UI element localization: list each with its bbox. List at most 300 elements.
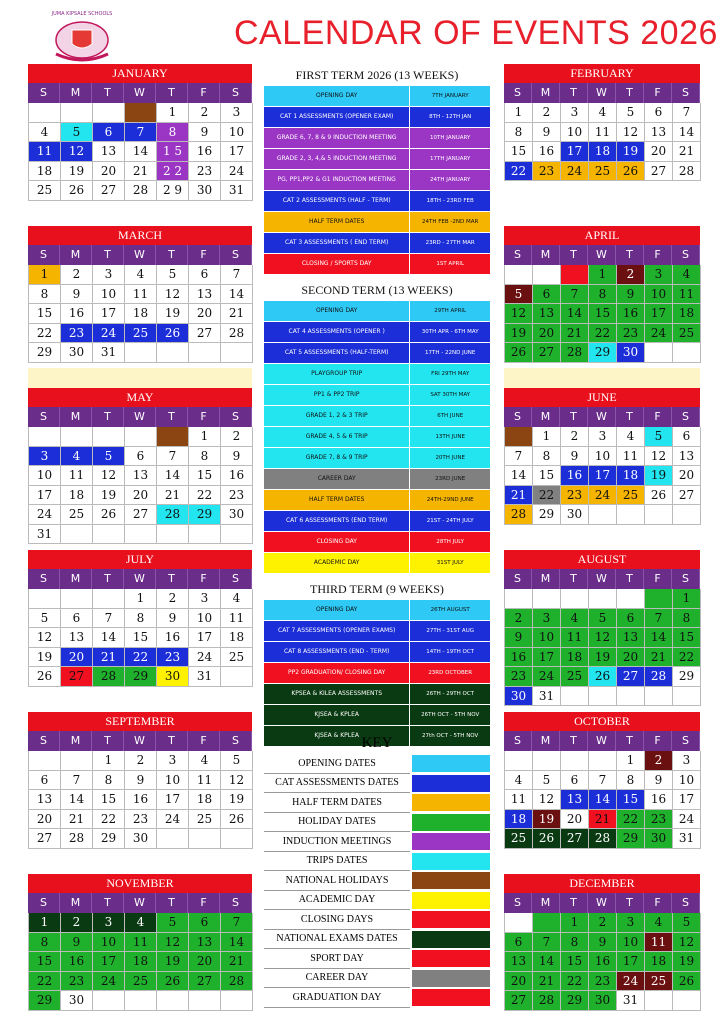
weekday-header	[504, 569, 700, 589]
day-cell: 30	[157, 667, 189, 687]
day-cell	[505, 427, 533, 447]
day-cell: 13	[673, 447, 701, 467]
day-cell: 5	[505, 285, 533, 305]
legend-item	[264, 832, 490, 852]
day-cell	[29, 103, 61, 123]
weekday-label: T	[156, 407, 188, 427]
weekday-label: T	[616, 83, 644, 103]
day-cell: 22	[561, 972, 589, 992]
day-cell: 11	[221, 609, 253, 629]
legend-swatch	[412, 950, 490, 967]
day-cell: 14	[125, 142, 157, 162]
event-row	[264, 532, 490, 553]
weekday-label: M	[532, 83, 560, 103]
day-cell: 12	[505, 304, 533, 324]
day-cell: 7	[125, 123, 157, 143]
day-cell: 4	[589, 103, 617, 123]
weekday-label: W	[124, 893, 156, 913]
day-cell: 20	[533, 324, 561, 344]
weekday-label: T	[560, 893, 588, 913]
legend-title: KEY	[361, 735, 393, 751]
day-cell: 28	[125, 181, 157, 201]
event-row	[264, 322, 490, 343]
event-row	[264, 705, 490, 726]
day-cell: 8	[29, 285, 61, 305]
day-cell	[189, 991, 221, 1011]
day-grid	[504, 265, 700, 363]
day-grid	[28, 427, 252, 544]
weekday-label: S	[220, 83, 252, 103]
weekday-label: T	[156, 731, 188, 751]
term-title: SECOND TERM (13 WEEKS)	[301, 283, 453, 297]
day-cell: 25	[125, 324, 157, 344]
month-april	[504, 226, 700, 363]
weekday-label: M	[60, 83, 92, 103]
month-title: APRIL	[504, 226, 700, 245]
day-cell: 16	[533, 142, 561, 162]
day-cell: 21	[221, 304, 253, 324]
day-cell: 3	[617, 913, 645, 933]
day-cell: 20	[505, 972, 533, 992]
event-date: 21ST - 24TH JULY	[409, 511, 490, 531]
weekday-label: T	[92, 569, 124, 589]
day-cell	[533, 751, 561, 771]
day-cell: 23	[221, 486, 253, 506]
day-cell	[561, 751, 589, 771]
legend-label: HOLIDAY DATES	[264, 812, 410, 832]
spacer-band	[28, 368, 252, 388]
event-row	[264, 448, 490, 469]
day-cell: 19	[93, 486, 125, 506]
day-cell: 11	[189, 771, 221, 791]
day-cell: 1	[505, 103, 533, 123]
legend-item	[264, 871, 490, 891]
weekday-label: S	[28, 731, 60, 751]
weekday-label: T	[616, 245, 644, 265]
weekday-label: S	[672, 83, 700, 103]
day-cell: 26	[157, 972, 189, 992]
day-cell: 26	[505, 343, 533, 363]
day-cell: 17	[221, 142, 253, 162]
day-cell: 23	[61, 972, 93, 992]
day-cell: 26	[61, 181, 93, 201]
event-date: 30TH APR - 6TH MAY	[409, 322, 490, 342]
event-name: CLOSING DAY	[316, 538, 357, 545]
day-cell: 5	[617, 103, 645, 123]
day-cell: 3	[673, 751, 701, 771]
month-title: FEBRUARY	[504, 64, 700, 83]
day-cell: 12	[157, 285, 189, 305]
day-cell: 8	[29, 933, 61, 953]
weekday-label: F	[644, 245, 672, 265]
weekday-label: S	[672, 731, 700, 751]
day-cell: 20	[93, 162, 125, 182]
weekday-label: S	[220, 245, 252, 265]
day-cell: 19	[589, 648, 617, 668]
day-cell	[673, 687, 701, 707]
day-cell	[125, 427, 157, 447]
month-title: NOVEMBER	[28, 874, 252, 893]
logo-text: JUMA KIPSALE SCHOOLS	[51, 11, 113, 17]
day-cell: 29	[589, 343, 617, 363]
weekday-label: M	[60, 731, 92, 751]
day-cell: 11	[505, 790, 533, 810]
day-cell: 21	[157, 486, 189, 506]
day-cell	[61, 427, 93, 447]
day-cell: 2	[645, 751, 673, 771]
day-cell: 13	[93, 142, 125, 162]
weekday-label: M	[532, 893, 560, 913]
day-cell: 5	[157, 913, 189, 933]
day-cell: 2 9	[157, 181, 189, 201]
day-cell: 4	[29, 123, 61, 143]
day-cell	[221, 667, 253, 687]
event-row	[264, 684, 490, 705]
weekday-label: F	[188, 407, 220, 427]
day-cell: 8	[589, 285, 617, 305]
legend-label: CLOSING DAYS	[264, 910, 410, 930]
event-row	[264, 170, 490, 191]
day-cell: 2	[61, 913, 93, 933]
event-name: KJSEA & KPLEA	[314, 711, 360, 718]
day-cell	[505, 751, 533, 771]
day-cell: 25	[221, 648, 253, 668]
weekday-label: F	[188, 731, 220, 751]
day-cell: 12	[645, 447, 673, 467]
day-cell: 3	[93, 913, 125, 933]
day-cell: 16	[589, 952, 617, 972]
month-january	[28, 64, 252, 201]
day-cell: 29	[617, 829, 645, 849]
weekday-label: M	[532, 407, 560, 427]
event-row	[264, 511, 490, 532]
day-cell: 15	[125, 628, 157, 648]
day-cell: 28	[221, 324, 253, 344]
day-cell: 19	[29, 648, 61, 668]
day-cell: 31	[673, 829, 701, 849]
day-cell: 25	[589, 162, 617, 182]
day-cell: 7	[673, 103, 701, 123]
day-cell: 30	[221, 505, 253, 525]
day-cell: 14	[561, 304, 589, 324]
day-cell: 28	[221, 972, 253, 992]
day-cell: 22	[589, 324, 617, 344]
day-cell: 30	[125, 829, 157, 849]
day-cell: 4	[61, 447, 93, 467]
day-cell: 5	[645, 427, 673, 447]
month-september	[28, 712, 252, 849]
weekday-label: S	[504, 407, 532, 427]
day-cell: 31	[221, 181, 253, 201]
day-cell: 19	[673, 952, 701, 972]
event-date: 27th OCT - 5TH NOV	[409, 726, 490, 746]
day-cell: 17	[533, 648, 561, 668]
event-date: 24TH FEB -2ND MAR	[409, 212, 490, 232]
day-cell: 29	[189, 505, 221, 525]
weekday-label: M	[60, 245, 92, 265]
weekday-label: T	[92, 407, 124, 427]
day-cell: 31	[533, 687, 561, 707]
day-cell: 31	[29, 525, 61, 545]
day-cell: 2	[617, 265, 645, 285]
day-cell: 14	[589, 790, 617, 810]
day-cell: 7	[645, 609, 673, 629]
day-cell	[505, 589, 533, 609]
day-cell: 8	[125, 609, 157, 629]
event-date: 26TH OCT - 5TH NOV	[409, 705, 490, 725]
day-cell: 12	[157, 933, 189, 953]
day-cell: 29	[125, 667, 157, 687]
term-title: THIRD TERM (9 WEEKS)	[310, 582, 444, 596]
day-cell	[589, 505, 617, 525]
day-cell: 8	[617, 771, 645, 791]
day-cell	[645, 687, 673, 707]
day-grid	[28, 913, 252, 1011]
day-cell	[645, 589, 673, 609]
day-cell: 8	[93, 771, 125, 791]
legend-label: CAT ASSESSMENTS DATES	[264, 773, 410, 793]
month-august	[504, 550, 700, 706]
day-cell: 24	[561, 162, 589, 182]
day-cell: 7	[157, 447, 189, 467]
day-cell: 13	[533, 304, 561, 324]
event-name: KPSEA & KILEA ASSESSMENTS	[291, 690, 383, 697]
event-date: 18TH - 23RD FEB	[409, 191, 490, 211]
legend-swatch	[412, 970, 490, 987]
legend-swatch	[412, 833, 490, 850]
event-date: 31ST JULY	[409, 553, 490, 573]
day-cell: 26	[157, 324, 189, 344]
event-name: CAT 3 ASSESSMENTS ( END TERM)	[285, 239, 389, 246]
day-cell: 22	[125, 648, 157, 668]
day-cell: 9	[617, 285, 645, 305]
day-cell: 3	[533, 609, 561, 629]
day-cell: 1	[561, 913, 589, 933]
day-cell: 30	[61, 343, 93, 363]
event-date: 29TH APRIL	[409, 301, 490, 321]
day-cell: 9	[533, 123, 561, 143]
day-cell	[125, 991, 157, 1011]
day-cell: 4	[505, 771, 533, 791]
day-cell: 19	[157, 304, 189, 324]
day-cell: 1	[125, 589, 157, 609]
weekday-header	[504, 731, 700, 751]
month-title: DECEMBER	[504, 874, 700, 893]
weekday-label: W	[124, 731, 156, 751]
event-date: 10TH JANUARY	[409, 128, 490, 148]
day-cell	[189, 829, 221, 849]
day-cell	[29, 427, 61, 447]
day-cell	[61, 103, 93, 123]
day-cell: 29	[29, 343, 61, 363]
legend-item	[264, 969, 490, 989]
weekday-label: S	[220, 407, 252, 427]
day-cell	[673, 991, 701, 1011]
day-cell: 20	[29, 810, 61, 830]
event-name: HALF TERM DATES	[308, 496, 365, 503]
day-cell: 13	[61, 628, 93, 648]
day-cell: 15	[673, 628, 701, 648]
month-may	[28, 388, 252, 544]
day-cell: 29	[533, 505, 561, 525]
day-cell: 31	[93, 343, 125, 363]
event-name: HALF TERM DATES	[308, 218, 365, 225]
weekday-label: W	[588, 245, 616, 265]
day-cell: 4	[125, 913, 157, 933]
day-cell: 4	[125, 265, 157, 285]
event-name: CAT 1 ASSESSMENTS (OPENER EXAM)	[279, 113, 394, 120]
day-cell	[589, 589, 617, 609]
weekday-header	[28, 893, 252, 913]
day-grid	[28, 751, 252, 849]
day-cell: 13	[505, 952, 533, 972]
legend-swatch	[412, 989, 490, 1006]
day-cell: 30	[61, 991, 93, 1011]
legend-item	[264, 793, 490, 813]
event-date: 23RD OCTOBER	[409, 663, 490, 683]
day-cell: 5	[93, 447, 125, 467]
day-cell: 10	[673, 771, 701, 791]
day-cell: 23	[533, 162, 561, 182]
day-cell: 25	[645, 972, 673, 992]
day-cell	[617, 505, 645, 525]
event-name: GRADE 1, 2 & 3 TRIP	[305, 412, 368, 419]
legend-item	[264, 949, 490, 969]
day-cell: 3	[189, 589, 221, 609]
day-cell: 24	[221, 162, 253, 182]
day-cell: 27	[189, 324, 221, 344]
day-cell: 31	[189, 667, 221, 687]
day-cell: 13	[189, 285, 221, 305]
day-cell: 14	[157, 466, 189, 486]
day-cell: 25	[673, 324, 701, 344]
day-cell: 6	[93, 123, 125, 143]
day-cell: 2	[125, 751, 157, 771]
day-cell: 28	[533, 991, 561, 1011]
event-row	[264, 86, 490, 107]
day-cell: 21	[505, 486, 533, 506]
weekday-label: S	[220, 569, 252, 589]
day-cell: 30	[505, 687, 533, 707]
event-date: SAT 30TH MAY	[409, 385, 490, 405]
day-cell: 26	[533, 829, 561, 849]
weekday-label: S	[672, 407, 700, 427]
day-cell: 7	[505, 447, 533, 467]
day-cell: 27	[29, 829, 61, 849]
day-cell: 13	[29, 790, 61, 810]
events-panel	[264, 64, 490, 747]
day-cell: 2 2	[157, 162, 189, 182]
legend-item	[264, 852, 490, 872]
day-cell	[673, 343, 701, 363]
day-cell: 4	[221, 589, 253, 609]
day-cell: 28	[157, 505, 189, 525]
day-cell	[533, 265, 561, 285]
day-cell: 11	[589, 123, 617, 143]
day-cell: 24	[157, 810, 189, 830]
day-cell: 22	[189, 486, 221, 506]
weekday-label: S	[28, 83, 60, 103]
day-cell: 16	[61, 304, 93, 324]
day-cell: 17	[645, 304, 673, 324]
day-cell: 15	[505, 142, 533, 162]
day-cell: 18	[125, 952, 157, 972]
event-row	[264, 406, 490, 427]
weekday-label: T	[616, 731, 644, 751]
weekday-label: T	[92, 731, 124, 751]
spacer-band	[504, 368, 700, 388]
day-cell	[125, 343, 157, 363]
day-grid	[504, 589, 700, 706]
day-cell	[589, 687, 617, 707]
day-cell	[189, 343, 221, 363]
day-cell: 25	[125, 972, 157, 992]
day-cell: 17	[93, 952, 125, 972]
day-cell	[221, 829, 253, 849]
day-cell: 28	[61, 829, 93, 849]
day-cell: 18	[221, 628, 253, 648]
weekday-header	[504, 83, 700, 103]
day-cell: 30	[561, 505, 589, 525]
day-cell	[157, 427, 189, 447]
weekday-label: M	[60, 407, 92, 427]
day-cell: 18	[589, 142, 617, 162]
day-cell: 18	[617, 466, 645, 486]
event-date: 24TH-29ND JUNE	[409, 490, 490, 510]
day-cell: 18	[645, 952, 673, 972]
day-cell: 21	[221, 952, 253, 972]
day-cell: 18	[61, 486, 93, 506]
day-cell: 15	[533, 466, 561, 486]
weekday-label: S	[672, 893, 700, 913]
day-cell	[533, 913, 561, 933]
day-cell: 2	[589, 913, 617, 933]
day-cell	[645, 991, 673, 1011]
weekday-label: F	[188, 569, 220, 589]
weekday-label: W	[588, 569, 616, 589]
weekday-label: S	[28, 245, 60, 265]
day-cell: 22	[505, 162, 533, 182]
day-cell: 20	[645, 142, 673, 162]
legend-item	[264, 891, 490, 911]
legend-swatch	[412, 872, 490, 889]
weekday-label: S	[28, 407, 60, 427]
month-title: JUNE	[504, 388, 700, 407]
day-cell: 16	[157, 628, 189, 648]
day-cell: 13	[125, 466, 157, 486]
event-row	[264, 600, 490, 621]
event-name: OPENING DAY	[316, 92, 358, 99]
day-cell: 25	[617, 486, 645, 506]
event-row	[264, 621, 490, 642]
day-cell: 11	[61, 466, 93, 486]
day-cell: 6	[61, 609, 93, 629]
event-row	[264, 343, 490, 364]
legend	[264, 732, 490, 1008]
month-june	[504, 388, 700, 525]
weekday-label: F	[644, 407, 672, 427]
day-cell: 24	[93, 972, 125, 992]
weekday-label: F	[644, 893, 672, 913]
event-row	[264, 427, 490, 448]
weekday-label: S	[504, 731, 532, 751]
weekday-label: S	[220, 893, 252, 913]
event-date: 23RD - 27TH MAR	[409, 233, 490, 253]
day-cell: 16	[61, 952, 93, 972]
day-cell	[157, 343, 189, 363]
event-date: 20TH JUNE	[409, 448, 490, 468]
day-cell: 21	[533, 972, 561, 992]
